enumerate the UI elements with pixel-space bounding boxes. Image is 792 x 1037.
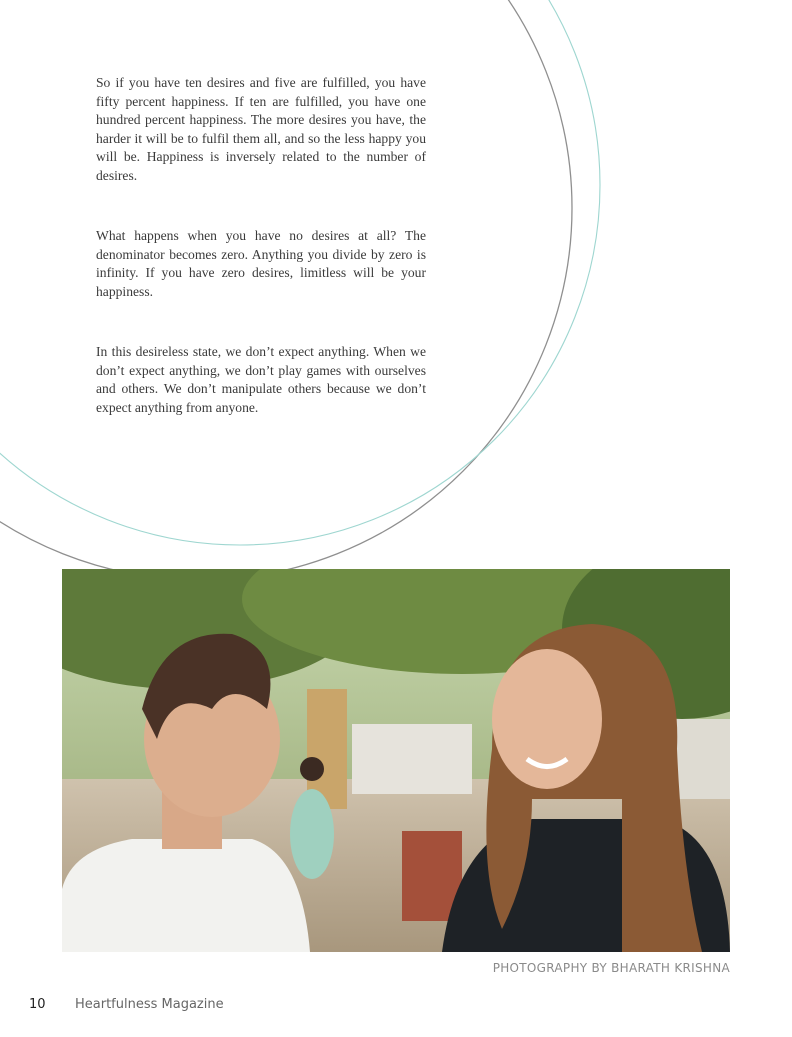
photo-two-teens-smiling: [62, 569, 730, 952]
paragraph-2: What happens when you have no desires at all? The denominator becomes zero. Anything you divide by zero is infinity. If you have zero desires, limitless will be your happiness.: [96, 228, 426, 299]
paragraph-3: In this desireless state, we don’t expect anything. When we don’t expect anything, we don’t play games with ourselves and others. We don’t manipulate others because we don’t expect anything from anyone.: [96, 344, 426, 415]
article-photo: [62, 569, 730, 952]
photo-credit: PHOTOGRAPHY BY BHARATH KRISHNA: [492, 961, 730, 975]
page-number: 10: [29, 997, 46, 1012]
magazine-name: Heartfulness Magazine: [75, 997, 224, 1012]
paragraph-1: So if you have ten desires and five are fulfilled, you have fifty percent happiness. If ten are fulfilled, you have one hundred percent happiness. The more desires you have, the harder it will be to fulfil them all, and so the less happy you will be. Happiness is inversely related to the number of desires.: [96, 75, 426, 183]
